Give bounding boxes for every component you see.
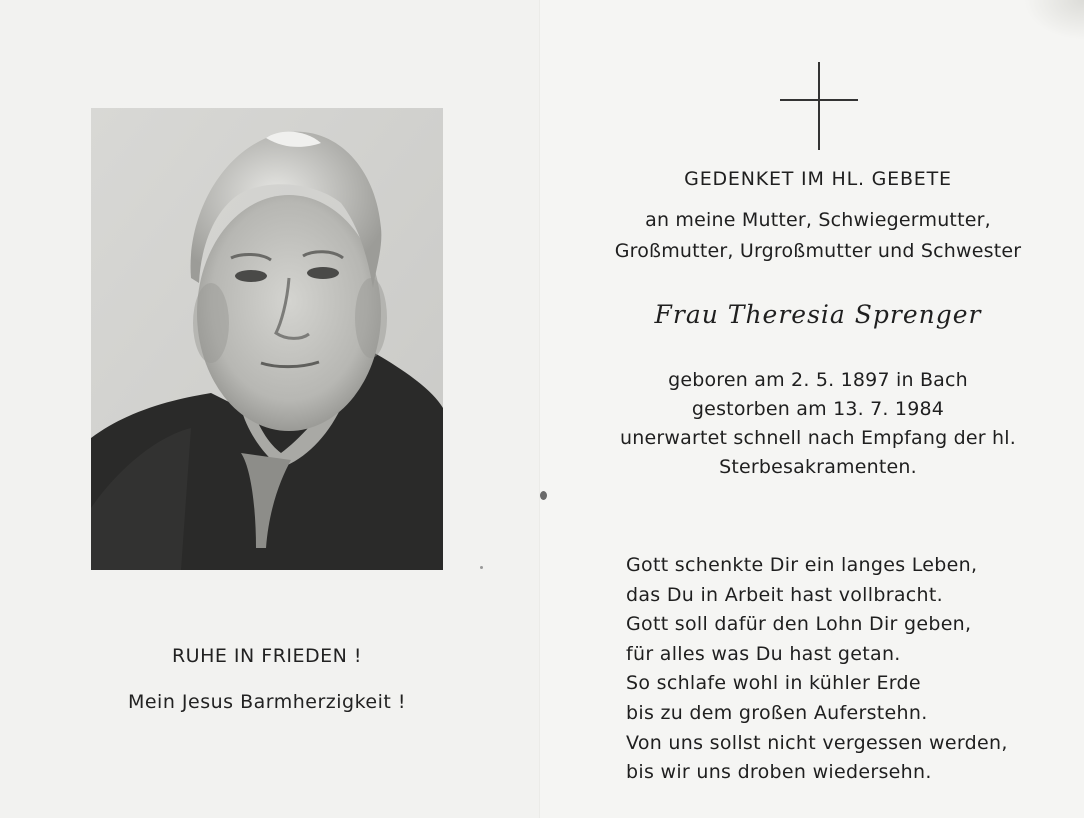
birth-date-line: geboren am 2. 5. 1897 in Bach (668, 369, 968, 391)
rest-in-peace-text: RUHE IN FRIEDEN ! (171, 645, 363, 667)
poem (626, 551, 1008, 788)
deceased-name: Frau Theresia Sprenger (654, 300, 982, 329)
portrait-photo (91, 108, 443, 570)
dedication-line: an meine Mutter, Schwiegermutter, (645, 209, 991, 231)
center-fold (539, 0, 541, 818)
poem-line: bis wir uns droben wiedersehn. (626, 761, 932, 784)
poem-line: Gott soll dafür den Lohn Dir geben, (626, 613, 972, 636)
poem-line: Von uns sollst nicht vergessen werden, (626, 731, 1008, 754)
poem-line: für alles was Du hast getan. (626, 642, 901, 665)
heading: GEDENKET IM HL. GEBETE (684, 168, 952, 190)
invocation-text: Mein Jesus Barmherzigkeit ! (127, 691, 407, 713)
poem-line: Gott schenkte Dir ein langes Leben, (626, 554, 978, 576)
paper-speck (480, 566, 483, 569)
poem-line: So schlafe wohl in kühler Erde (626, 672, 921, 695)
circumstance-line: unerwartet schnell nach Empfang der hl. (620, 427, 1016, 449)
poem-line: bis zu dem großen Auferstehn. (626, 701, 928, 724)
poem-line: das Du in Arbeit hast vollbracht. (626, 583, 943, 606)
latin-cross-icon (780, 62, 858, 150)
circumstance-line: Sterbesakramenten. (719, 456, 917, 478)
corner-shadow (1024, 0, 1084, 40)
paper-speck (540, 491, 547, 500)
dedication-line: Großmutter, Urgroßmutter und Schwester (614, 240, 1022, 262)
death-date-line: gestorben am 13. 7. 1984 (691, 398, 945, 420)
